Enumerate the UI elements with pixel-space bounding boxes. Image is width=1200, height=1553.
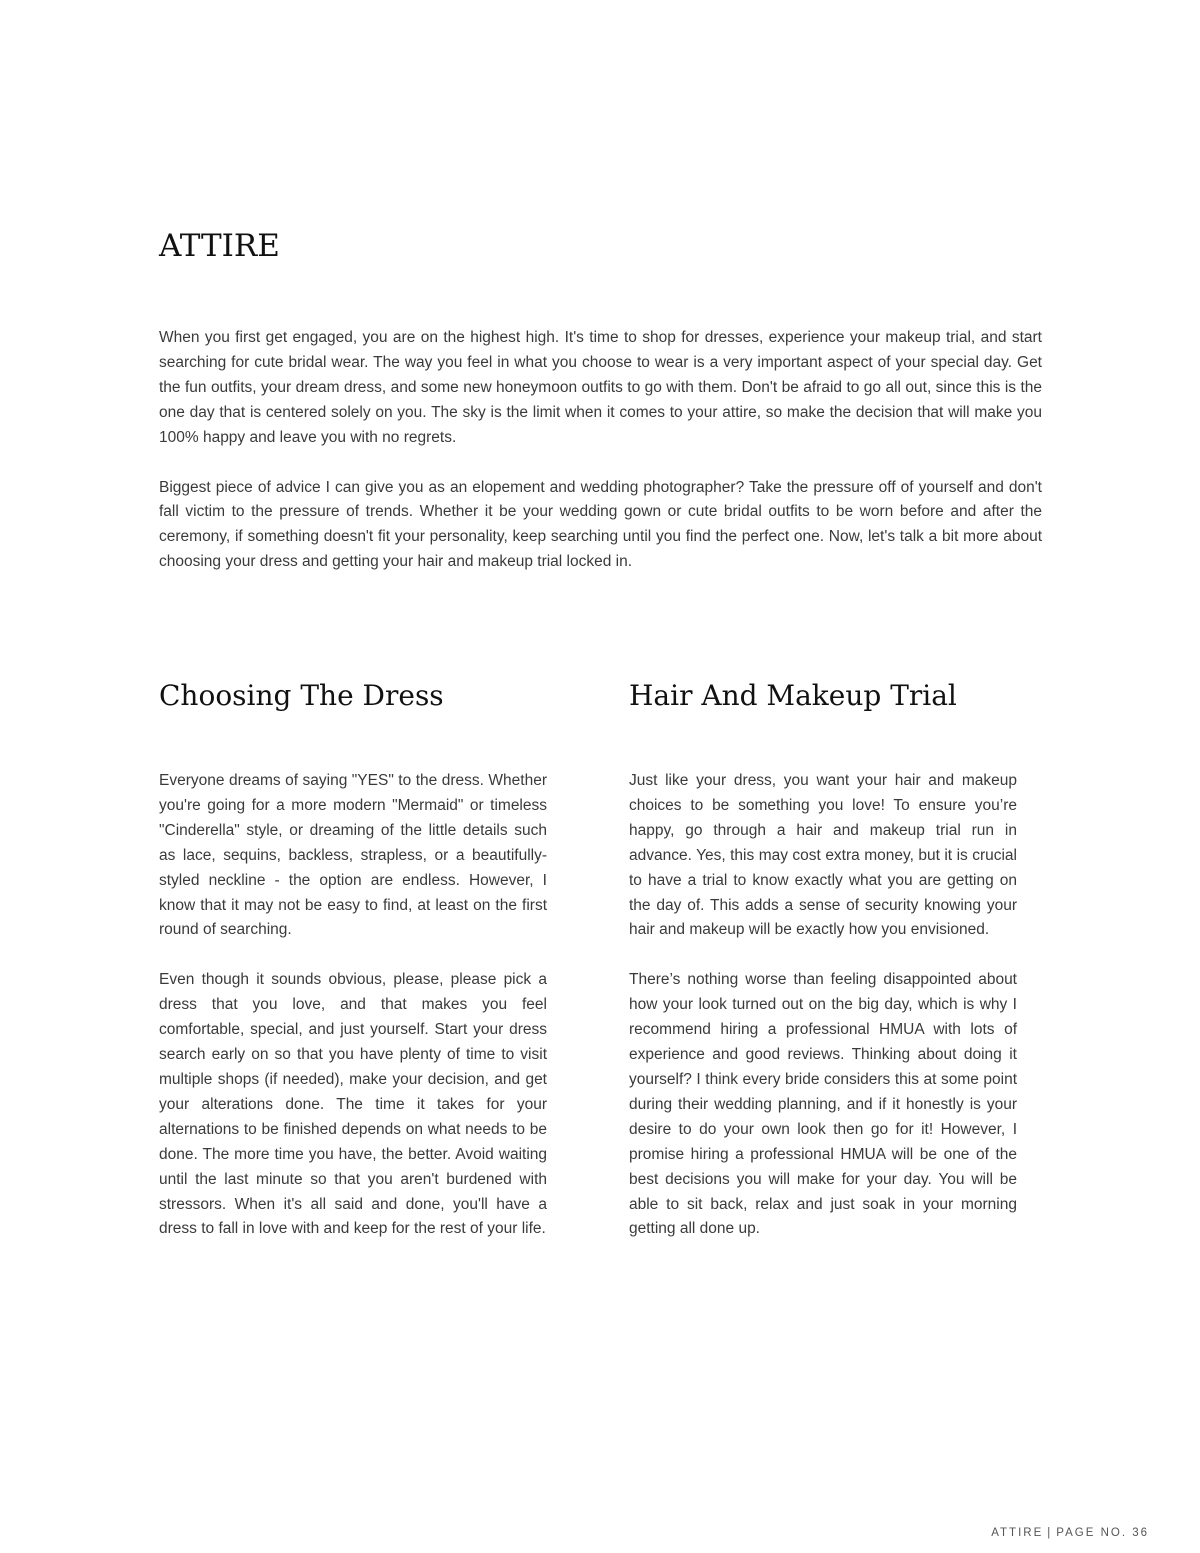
section-heading: Hair And Makeup Trial bbox=[629, 679, 957, 712]
page-title: ATTIRE bbox=[159, 228, 280, 264]
footer-page-number: PAGE NO. 36 bbox=[1056, 1527, 1149, 1539]
footer-section-label: ATTIRE bbox=[991, 1527, 1044, 1539]
section-paragraph: Just like your dress, you want your hair and makeup choices to be something you love! To ensure you’re happy, go through a hair and makeup trial run in advance. Yes, this may cost extra money, but it is crucial to have a trial to know exactly what you are getting on the day of. This adds a sense of security knowing your hair and makeup will be exactly how you envisioned. bbox=[629, 772, 1017, 939]
page-footer bbox=[991, 1527, 1149, 1539]
section-choosing-dress bbox=[159, 676, 547, 1242]
footer-separator: | bbox=[1047, 1527, 1051, 1539]
intro-paragraph: When you first get engaged, you are on the highest high. It's time to shop for dresses, experience your makeup trial, and start searching for cute bridal wear. The way you feel in what you choose to wear is a very important aspect of your special day. Get the fun outfits, your dream dress, and some new honeymoon outfits to go with them. Don't be afraid to go all out, since this is the one day that is centered solely on you. The sky is the limit when it comes to your attire, so make the decision that will make you 100% happy and leave you with no regrets. bbox=[159, 329, 1042, 446]
section-heading: Choosing The Dress bbox=[159, 679, 444, 712]
section-paragraph: Everyone dreams of saying "YES" to the dress. Whether you're going for a more modern "Mermaid" or timeless "Cinderella" style, or dreaming of the little details such as lace, sequins, backless, strapless, or a beautifully-styled neckline - the option are endless. However, I know that it may not be easy to find, at least on the first round of searching. bbox=[159, 772, 547, 939]
section-paragraph: There’s nothing worse than feeling disappointed about how your look turned out on the big day, which is why I recommend hiring a professional HMUA with lots of experience and good reviews. Thinking about doing it yourself? I think every bride considers this at some point during their wedding planning, and if it honestly is your desire to do your own look then go for it! However, I promise hiring a professional HMUA will be one of the best decisions you will make for your day. You will be able to sit back, relax and just soak in your morning getting all done up. bbox=[629, 971, 1017, 1238]
intro-section bbox=[159, 326, 1042, 575]
section-hair-makeup bbox=[629, 676, 1017, 1242]
section-paragraph: Even though it sounds obvious, please, please pick a dress that you love, and that makes you feel comfortable, special, and just yourself. Start your dress search early on so that you have plenty of time to visit multiple shops (if needed), make your decision, and get your alterations done. The time it takes for your alternations to be finished depends on what needs to be done. The more time you have, the better. Avoid waiting until the last minute so that you aren't burdened with stressors. When it's all said and done, you'll have a dress to fall in love with and keep for the rest of your life. bbox=[159, 971, 547, 1238]
intro-paragraph: Biggest piece of advice I can give you as an elopement and wedding photographer? Take the pressure off of yourself and don't fall victim to the pressure of trends. Whether it be your wedding gown or cute bridal outfits to be worn before and after the ceremony, if something doesn't fit your personality, keep searching until you find the perfect one. Now, let's talk a bit more about choosing your dress and getting your hair and makeup trial locked in. bbox=[159, 478, 1042, 571]
